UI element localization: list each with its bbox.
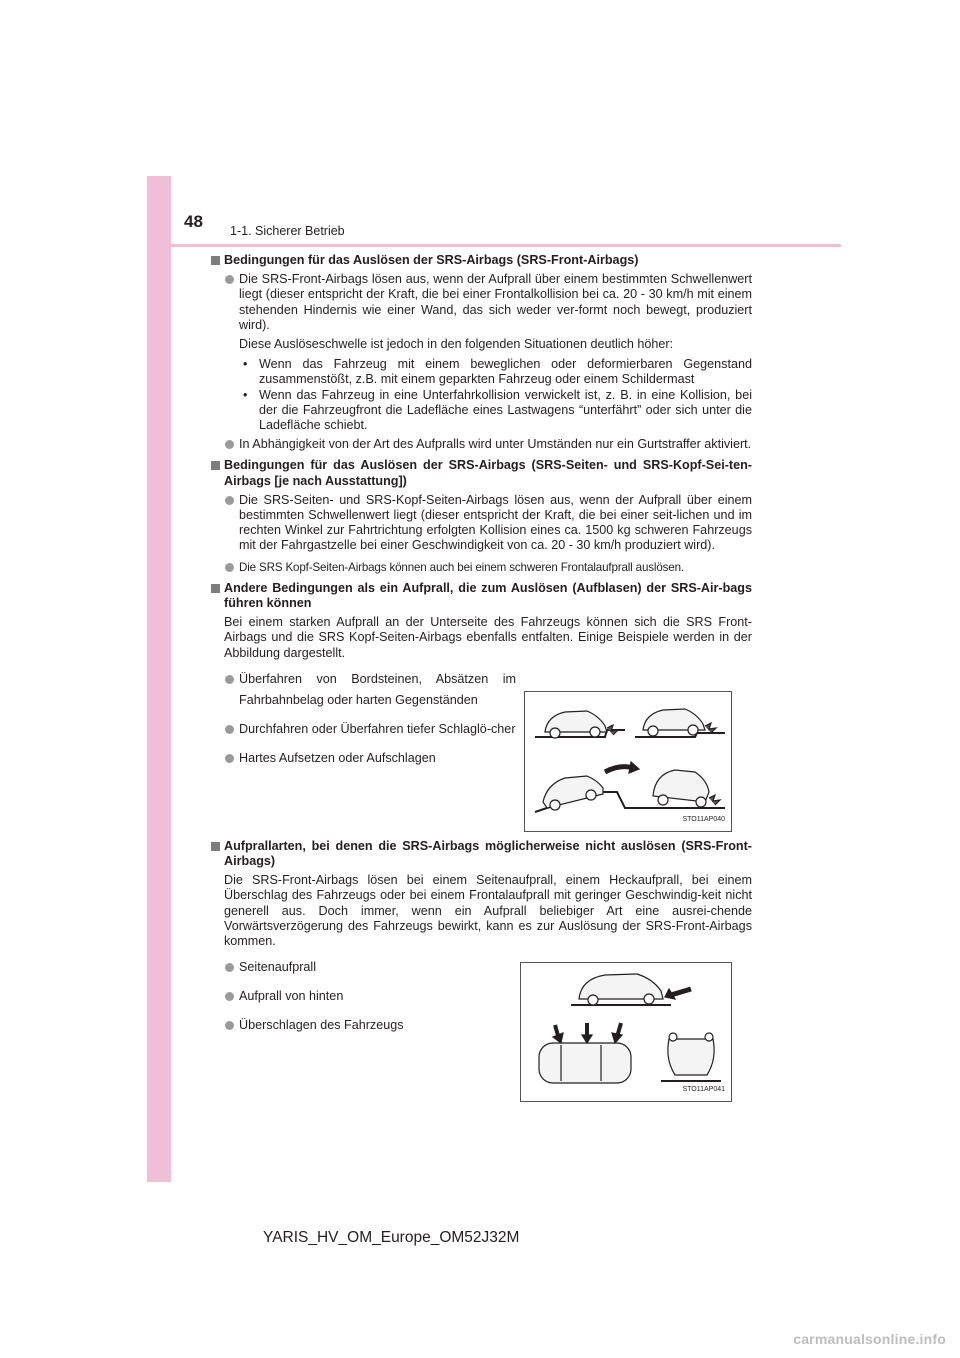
- heading-side-airbag-conditions: Bedingungen für das Auslösen der SRS-Airbags (SRS-Seiten- und SRS-Kopf-Sei-ten-Airbags [je nach Ausstattung]): [211, 458, 752, 488]
- figure-underbody-impacts: [524, 691, 732, 832]
- footer-document-id: YARIS_HV_OM_Europe_OM52J32M: [263, 1229, 520, 1246]
- side-color-band: [147, 176, 171, 1182]
- heading-front-airbag-conditions: Bedingungen für das Auslösen der SRS-Airbags (SRS-Front-Airbags): [211, 253, 752, 268]
- subbullet-underride: • Wenn das Fahrzeug in eine Unterfahrkollision verwickelt ist, z. B. in eine Kollision, bei der die Fahrzeugfront die Ladefläche eines Lastwagens “unterfährt” oder sich unter die Ladefläche schiebt.: [211, 388, 752, 434]
- bullet-side-airbag-threshold: Die SRS-Seiten- und SRS-Kopf-Seiten-Airbags lösen aus, wenn der Aufprall über einem bestimmten Schwellenwert liegt (dieser entspricht der Kraft, die bei einer seit-lichen und im rechten Winkel zur Fahrtrichtung erfolgten Kollision eines ca. 1500 kg schweren Fahrzeugs mit der Fahrgastzelle bei einer Geschwindigkeit von ca. 20 - 30 km/h produziert wird).: [211, 493, 752, 554]
- figure-non-deploy-impacts: [520, 962, 732, 1102]
- section-title: 1-1. Sicherer Betrieb: [230, 224, 345, 238]
- bullet-curtain-frontal: Die SRS Kopf-Seiten-Airbags können auch bei einem schweren Frontalaufprall auslösen.: [211, 560, 752, 575]
- car-illustration-1: [525, 692, 731, 831]
- page-number: 48: [184, 212, 203, 231]
- bullet-potholes: Durchfahren oder Überfahren tiefer Schlaglö-cher: [211, 719, 516, 740]
- page-content: [211, 253, 752, 1093]
- list-non-deploy-types: [211, 957, 516, 1036]
- bullet-rollover: Überschlagen des Fahrzeugs: [211, 1015, 516, 1036]
- paragraph-underbody-impact: Bei einem starken Aufprall an der Unterseite des Fahrzeugs können sich die SRS Front-Airbags und die SRS Kopf-Seiten-Airbags ebenfalls entfalten. Einige Beispiele werden in der Abbildung dargestellt.: [224, 615, 752, 660]
- bullet-rear-impact: Aufprall von hinten: [211, 986, 516, 1007]
- header-rule: [171, 244, 841, 247]
- heading-non-deploy-types: Aufprallarten, bei denen die SRS-Airbags möglicherweise nicht auslösen (SRS-Front-Airbags): [211, 839, 752, 869]
- figure-code-2: STO11AP041: [682, 1085, 725, 1093]
- bullet-pretensioner-only: In Abhängigkeit von der Art des Aufpralls wird unter Umständen nur ein Gurtstraffer aktiviert.: [211, 437, 752, 452]
- bullet-front-airbag-threshold: Die SRS-Front-Airbags lösen aus, wenn der Aufprall über einem bestimmten Schwellenwert liegt (dieser entspricht der Kraft, die bei einer Frontalkollision bei ca. 20 - 30 km/h mit einem stehenden Hindernis wie einer Wand, das sich weder ver-formt noch bewegt, produziert wird).: [211, 272, 752, 333]
- bullet-curbs: Überfahren von Bordsteinen, Absätzen im Fahrbahnbelag oder harten Gegenständen: [211, 669, 516, 711]
- list-underbody-examples: [211, 669, 516, 777]
- paragraph-threshold-higher: Diese Auslöseschwelle ist jedoch in den folgenden Situationen deutlich höher:: [239, 337, 674, 352]
- car-illustration-2: [521, 963, 731, 1101]
- heading-other-deploy-conditions: Andere Bedingungen als ein Aufprall, die zum Auslösen (Aufblasen) der SRS-Air-bags führen können: [211, 581, 752, 611]
- subbullet-movable-object: • Wenn das Fahrzeug mit einem beweglichen oder deformierbaren Gegenstand zusammenstößt, z.B. mit einem geparkten Fahrzeug oder einem Schildermast: [211, 357, 752, 387]
- figure-code-1: STO11AP040: [682, 815, 725, 823]
- paragraph-non-deploy: Die SRS-Front-Airbags lösen bei einem Seitenaufprall, einem Heckaufprall, bei einem Überschlag des Fahrzeugs oder bei einem Frontalaufprall mit geringer Geschwindig-keit nicht generell aus. Doch immer, wenn ein Aufprall beliebiger Art eine ausrei-chende Vorwärtsverzögerung des Fahrzeugs bewirkt, kann es zur Auslösung der SRS-Front-Airbags kommen.: [224, 873, 752, 949]
- bullet-side-impact: Seitenaufprall: [211, 957, 516, 978]
- watermark-link[interactable]: carmanualsonline.info: [793, 1331, 946, 1347]
- bullet-hard-landing: Hartes Aufsetzen oder Aufschlagen: [211, 748, 516, 769]
